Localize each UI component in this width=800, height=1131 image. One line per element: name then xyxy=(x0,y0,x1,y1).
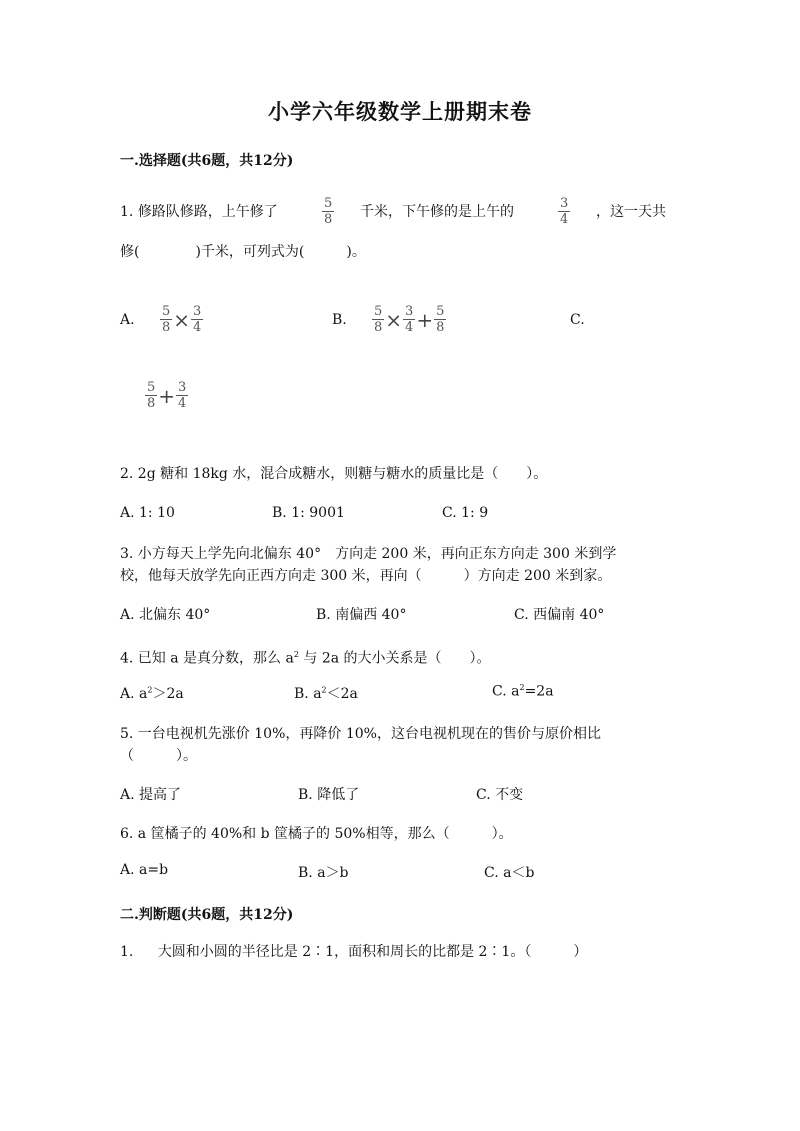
question-4-option-c xyxy=(492,683,554,700)
exponent: 2 xyxy=(147,685,153,695)
option-b-label: B. xyxy=(332,312,347,328)
operator: + xyxy=(158,383,176,408)
numerator: 3 xyxy=(193,304,202,319)
question-6: 6. a 筐橘子的 40%和 b 筐橘子的 50%相等，那么（ ）。 xyxy=(120,826,513,842)
section-heading-judgment: 二.判断题(共6题，共12分) xyxy=(120,907,294,923)
denominator: 8 xyxy=(374,320,383,335)
question-text: ，这一天共 xyxy=(596,204,666,220)
question-6-option-c: C. a＜b xyxy=(484,865,535,881)
denominator: 4 xyxy=(405,320,414,335)
option-text: =2a xyxy=(524,683,554,700)
question-text: 4. 已知 a 是真分数，那么 a xyxy=(120,650,294,667)
option-c-expression xyxy=(145,380,188,411)
question-5-option-a: A. 提高了 xyxy=(120,787,182,803)
question-number: 1. xyxy=(120,204,134,220)
operator: + xyxy=(416,307,434,332)
question-5-option-c: C. 不变 xyxy=(476,787,524,803)
question-2: 2. 2g 糖和 18kg 水，混合成糖水，则糖与糖水的质量比是（ ）。 xyxy=(120,466,548,482)
denominator: 4 xyxy=(560,212,569,227)
option-text: A. a xyxy=(120,686,148,702)
question-5-option-b: B. 降低了 xyxy=(298,787,360,803)
numerator: 3 xyxy=(178,380,187,395)
question-1-line-2: 修( )千米，可列式为( )。 xyxy=(120,244,366,260)
question-2-option-a: A. 1: 10 xyxy=(120,505,175,521)
question-3-line-2: 校，他每天放学先向正西方向走 300 米，再向（ ）方向走 200 米到家。 xyxy=(120,568,612,584)
numerator: 5 xyxy=(374,304,383,319)
numerator: 5 xyxy=(324,196,333,211)
question-4-option-a xyxy=(120,683,184,703)
numerator: 3 xyxy=(405,304,414,319)
exponent: 2 xyxy=(293,650,299,659)
denominator: 4 xyxy=(193,320,202,335)
question-6-option-a: A. a=b xyxy=(120,862,169,878)
question-5-line-1: 5. 一台电视机先涨价 10%，再降价 10%，这台电视机现在的售价与原价相比 xyxy=(120,726,601,742)
denominator: 8 xyxy=(436,320,445,335)
denominator: 8 xyxy=(147,396,156,411)
operator: × xyxy=(385,307,403,332)
question-4 xyxy=(120,643,491,671)
option-a-expression xyxy=(160,304,203,335)
denominator: 4 xyxy=(178,396,187,411)
numerator: 5 xyxy=(436,304,445,319)
question-5-line-2: （ ）。 xyxy=(120,748,197,764)
option-b-expression xyxy=(372,304,446,335)
fraction-five-eighths xyxy=(322,196,334,227)
numerator: 3 xyxy=(560,196,569,211)
question-2-option-c: C. 1: 9 xyxy=(442,505,489,521)
option-text: ＞2a xyxy=(152,686,184,702)
operator: × xyxy=(173,307,191,332)
option-c-label: C. xyxy=(570,312,585,328)
numerator: 5 xyxy=(162,304,171,319)
option-text: C. a xyxy=(492,683,520,700)
option-text: B. a xyxy=(294,686,322,702)
exponent: 2 xyxy=(321,685,327,695)
question-number: 1. xyxy=(120,944,134,960)
question-6-option-b: B. a＞b xyxy=(298,865,349,881)
question-text: 与 2a 的大小关系是（ ）。 xyxy=(298,650,491,667)
denominator: 8 xyxy=(324,212,333,227)
fraction-three-quarters xyxy=(558,196,570,227)
denominator: 8 xyxy=(162,320,171,335)
question-4-option-b xyxy=(294,683,358,703)
option-a-label: A. xyxy=(120,312,135,328)
page-title: 小学六年级数学上册期末卷 xyxy=(268,99,532,124)
question-3-line-1: 3. 小方每天上学先向北偏东 40° 方向走 200 米，再向正东方向走 300 米到学 xyxy=(120,546,617,562)
section-heading-choice: 一.选择题(共6题，共12分) xyxy=(120,153,294,169)
exponent: 2 xyxy=(519,683,525,692)
question-text: 修路队修路，上午修了 xyxy=(137,204,278,220)
judgment-question-1 xyxy=(120,940,587,964)
option-text: ＜2a xyxy=(326,686,358,702)
question-text: 千米，下午修的是上午的 xyxy=(360,204,514,220)
question-3-option-a: A. 北偏东 40° xyxy=(120,607,211,623)
question-text: 大圆和小圆的半径比是 2∶1，面积和周长的比都是 2∶1。（ ） xyxy=(157,944,588,960)
question-2-option-b: B. 1: 9001 xyxy=(272,505,345,521)
question-1-line-1 xyxy=(120,200,278,224)
question-3-option-b: B. 南偏西 40° xyxy=(316,607,407,623)
question-3-option-c: C. 西偏南 40° xyxy=(514,607,605,623)
numerator: 5 xyxy=(147,380,156,395)
